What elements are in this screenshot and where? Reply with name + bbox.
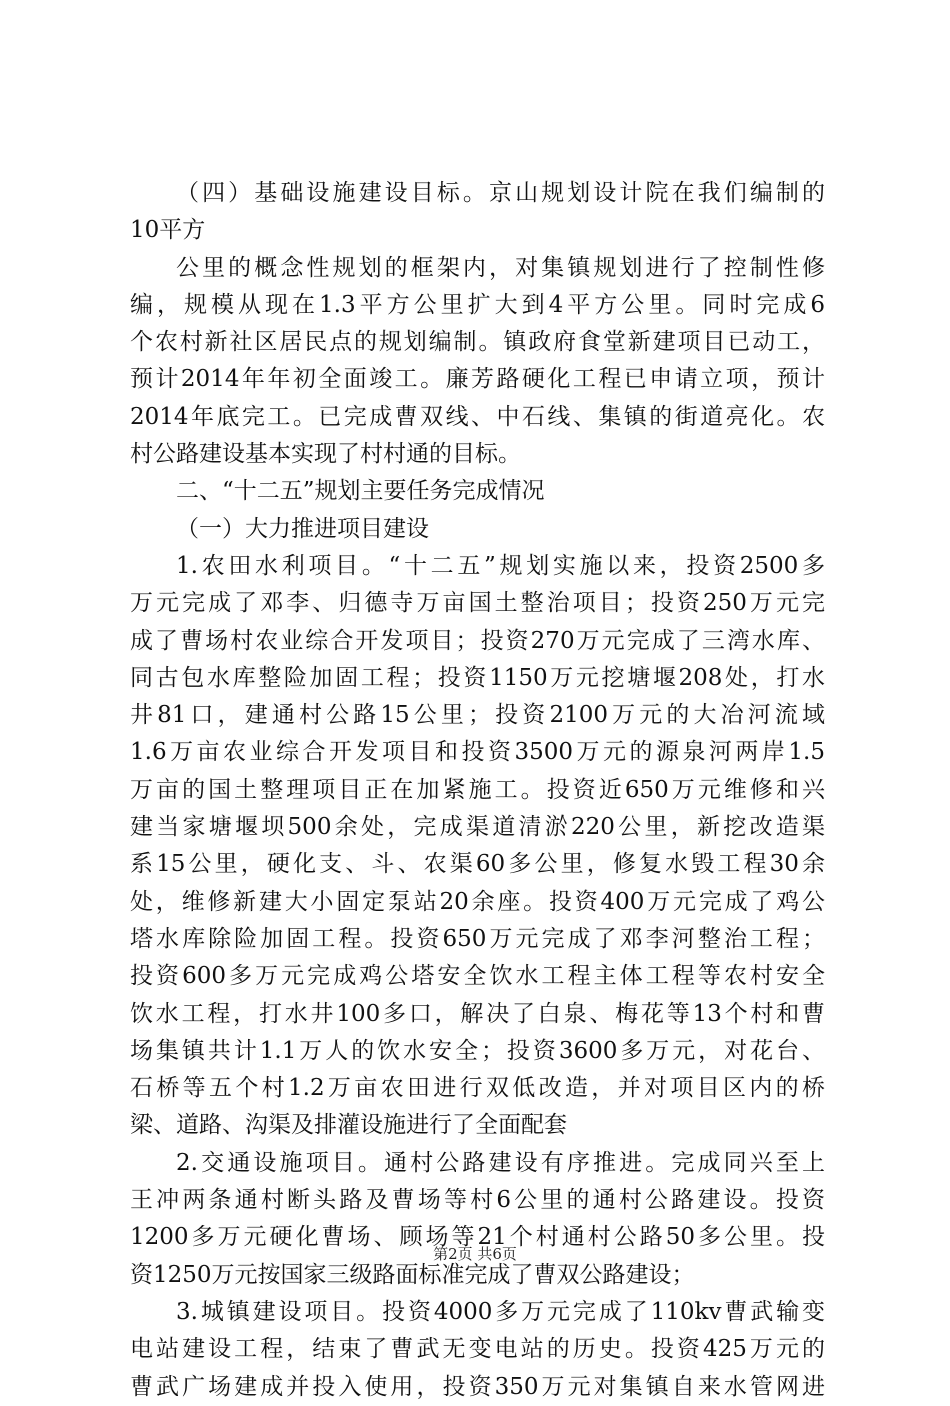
text-line: 1.农田水利项目。“十二五”规划实施以来，投资2500多 bbox=[176, 552, 825, 579]
text-line: 3.城镇建设项目。投资4000多万元完成了110kv曹武输变 bbox=[176, 1298, 825, 1325]
text-line: 个农村新社区居民点的规划编制。镇政府食堂新建项目已动工， bbox=[130, 329, 825, 356]
document-body bbox=[130, 175, 825, 1406]
text-line: 2014年底完工。已完成曹双线、中石线、集镇的街道亮化。农 bbox=[130, 403, 825, 430]
text-line: 二、“十二五”规划主要任务完成情况 bbox=[176, 478, 545, 505]
page-footer: 第2页 共6页 bbox=[433, 1245, 517, 1263]
text-line: 场集镇共计1.1万人的饮水安全；投资3600多万元，对花台、 bbox=[130, 1037, 825, 1064]
text-line: 资1250万元按国家三级路面标准完成了曹双公路建设； bbox=[130, 1261, 695, 1288]
text-line: 石桥等五个村1.2万亩农田进行双低改造，并对项目区内的桥 bbox=[130, 1075, 825, 1102]
text-line: 电站建设工程，结束了曹武无变电站的历史。投资425万元的 bbox=[130, 1336, 825, 1363]
text-line: 成了曹场村农业综合开发项目；投资270万元完成了三湾水库、 bbox=[130, 627, 825, 654]
text-line: 预计2014年年初全面竣工。廉芳路硬化工程已申请立项，预计 bbox=[130, 366, 825, 393]
text-line: 同古包水库整险加固工程；投资1150万元挖塘堰208处，打水 bbox=[130, 664, 825, 691]
text-line: 曹武广场建成并投入使用，投资350万元对集镇自来水管网进 bbox=[130, 1373, 825, 1400]
text-line: 饮水工程，打水井100多口，解决了白泉、梅花等13个村和曹 bbox=[130, 1000, 825, 1027]
text-line: 公里的概念性规划的框架内，对集镇规划进行了控制性修 bbox=[176, 254, 825, 281]
text-line: 10平方 bbox=[130, 217, 206, 244]
text-line: 万元完成了邓李、归德寺万亩国土整治项目；投资250万元完 bbox=[130, 590, 825, 617]
text-line: 万亩的国土整理项目正在加紧施工。投资近650万元维修和兴 bbox=[130, 776, 825, 803]
text-line: （一）大力推进项目建设 bbox=[176, 515, 429, 542]
text-line: 投资600多万元完成鸡公塔安全饮水工程主体工程等农村安全 bbox=[130, 963, 825, 990]
text-line: （四）基础设施建设目标。京山规划设计院在我们编制的 bbox=[176, 180, 825, 206]
text-line: 村公路建设基本实现了村村通的目标。 bbox=[130, 441, 521, 468]
text-line: 2.交通设施项目。通村公路建设有序推进。完成同兴至上 bbox=[176, 1149, 825, 1176]
text-line: 系15公里，硬化支、斗、农渠60多公里，修复水毁工程30余 bbox=[130, 851, 825, 878]
text-line: 建当家塘堰坝500余处，完成渠道清淤220公里，新挖改造渠 bbox=[130, 814, 825, 841]
text-line: 1.6万亩农业综合开发项目和投资3500万元的源泉河两岸1.5 bbox=[130, 739, 825, 766]
text-line: 处，维修新建大小固定泵站20余座。投资400万元完成了鸡公 bbox=[130, 888, 825, 915]
text-line: 塔水库除险加固工程。投资650万元完成了邓李河整治工程； bbox=[130, 925, 825, 952]
text-line: 井81口，建通村公路15公里；投资2100万元的大冶河流域 bbox=[130, 702, 825, 729]
text-line: 1200多万元硬化曹场、顾场等21个村通村公路50多公里。投 bbox=[130, 1224, 825, 1251]
text-line: 梁、道路、沟渠及排灌设施进行了全面配套 bbox=[130, 1112, 567, 1139]
text-line: 王冲两条通村断头路及曹场等村6公里的通村公路建设。投资 bbox=[130, 1187, 825, 1214]
text-line: 编，规模从现在1.3平方公里扩大到4平方公里。同时完成6 bbox=[130, 291, 825, 318]
